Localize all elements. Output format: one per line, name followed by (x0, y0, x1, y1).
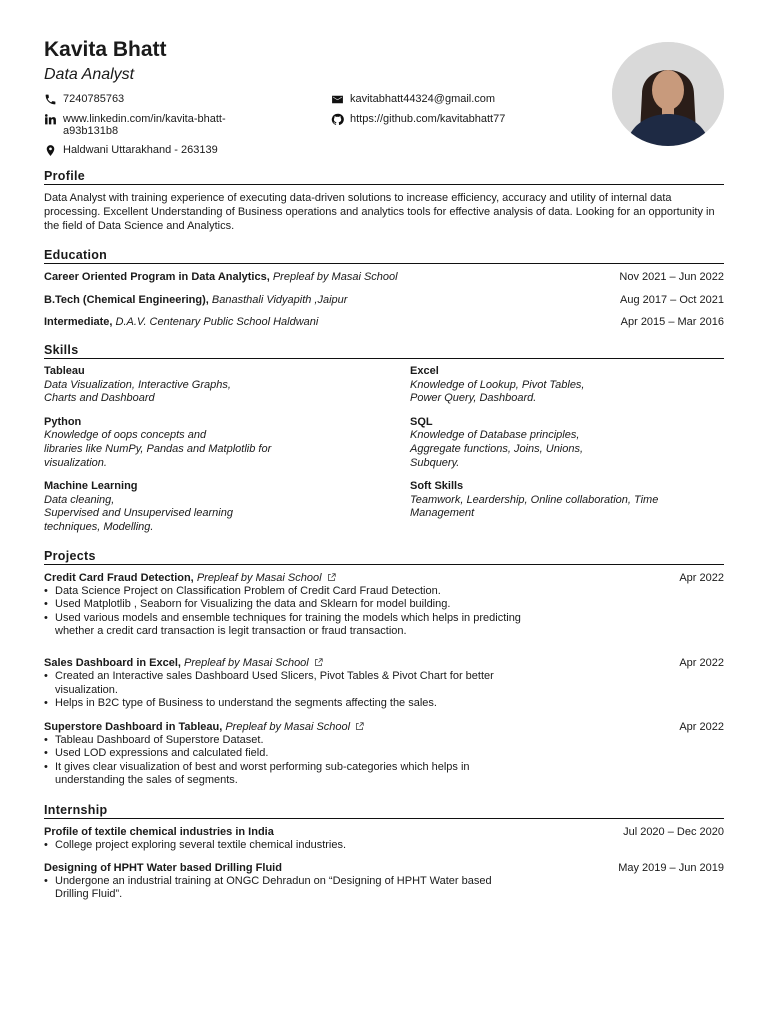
list-item: • It gives clear visualization of best and worst performing sub-categories which helps in understanding the sales of segments. (44, 761, 528, 788)
project-header (44, 656, 724, 670)
github-url[interactable]: https://github.com/kavitabhatt77 (350, 113, 506, 125)
internship-dates: Jul 2020 – Dec 2020 (623, 826, 724, 839)
resume-page (44, 36, 724, 902)
project-entry (44, 571, 724, 639)
internship-bullets (44, 839, 528, 853)
project-date: Apr 2022 (679, 656, 724, 669)
skill-item (44, 480, 410, 534)
list-item: • Created an Interactive sales Dashboard Used Slicers, Pivot Tables & Pivot Chart for better visualization. (44, 670, 528, 697)
linkedin-icon (44, 113, 57, 126)
external-link-icon[interactable] (355, 722, 364, 731)
section-heading-internship: Internship (44, 803, 724, 819)
linkedin-url-line-1: www.linkedin.com/in/kavita-bhatt- (63, 113, 226, 125)
education-institution: Banasthali Vidyapith ,Jaipur (211, 293, 348, 306)
education-institution: D.A.V. Centenary Public School Haldwani (115, 316, 319, 328)
internship-entry (44, 861, 724, 902)
map-pin-icon (44, 144, 57, 157)
project-date: Apr 2022 (679, 571, 724, 584)
education-entry (44, 315, 724, 329)
internship-entry (44, 825, 724, 853)
linkedin-url[interactable] (63, 113, 226, 137)
skill-title: Machine Learning (44, 480, 138, 493)
skill-title: Soft Skills (410, 480, 464, 493)
skill-description: Data cleaning, Supervised and Unsupervised learning techniques, Modelling. (44, 493, 233, 533)
project-entry (44, 656, 724, 711)
internship-section (44, 803, 724, 902)
internship-header (44, 861, 724, 875)
education-title: Intermediate, (44, 316, 113, 328)
education-section (44, 248, 724, 329)
section-heading-education: Education (44, 248, 724, 264)
skill-item (44, 365, 410, 406)
external-link-icon[interactable] (327, 573, 336, 582)
phone-icon (44, 93, 57, 106)
skill-description: Data Visualization, Interactive Graphs, Charts and Dashboard (44, 378, 231, 405)
project-header (44, 720, 724, 734)
list-item: • Data Science Project on Classification Problem of Credit Card Fraud Detection. (44, 585, 528, 599)
education-entry (44, 293, 724, 307)
envelope-icon (331, 93, 344, 106)
project-institution: Prepleaf by Masai School (225, 720, 351, 733)
contact-email (331, 93, 611, 106)
project-date: Apr 2022 (679, 720, 724, 733)
list-item: • Helps in B2C type of Business to understand the segments affecting the sales. (44, 697, 528, 711)
skill-title: Tableau (44, 365, 85, 377)
education-dates: Apr 2015 – Mar 2016 (620, 316, 724, 328)
phone-number[interactable]: 7240785763 (63, 93, 125, 105)
internship-title: Designing of HPHT Water based Drilling Fluid (44, 861, 282, 874)
education-dates: Nov 2021 – Jun 2022 (619, 271, 724, 283)
contact-phone (44, 93, 331, 106)
internship-header (44, 825, 724, 839)
list-item: • College project exploring several textile chemical industries. (44, 839, 528, 853)
email-address[interactable]: kavitabhatt44324@gmail.com (350, 93, 496, 105)
skill-item (410, 480, 724, 534)
project-header (44, 571, 724, 585)
internship-bullets (44, 875, 528, 902)
project-title: Superstore Dashboard in Tableau, (44, 720, 223, 733)
candidate-name: Kavita Bhatt (44, 38, 167, 61)
section-heading-profile: Profile (44, 169, 724, 185)
skill-item (410, 365, 724, 406)
project-entry (44, 720, 724, 788)
project-title: Credit Card Fraud Detection, (44, 571, 194, 584)
internship-dates: May 2019 – Jun 2019 (618, 861, 724, 874)
list-item: • Used Matplotlib , Seaborn for Visualizing the data and Sklearn for model building. (44, 598, 528, 612)
education-institution: Prepleaf by Masai School (272, 271, 398, 283)
contact-github (331, 113, 611, 137)
list-item: • Used various models and ensemble techniques for training the models which helps in predicting whether a credit card transaction is legit transaction or fraud transaction. (44, 612, 528, 639)
contact-linkedin (44, 113, 331, 137)
skills-section (44, 343, 724, 535)
skill-title: Excel (410, 365, 439, 377)
project-institution: Prepleaf by Masai School (184, 656, 309, 669)
skill-item (410, 416, 724, 470)
education-title: Career Oriented Program in Data Analytics, (44, 271, 270, 283)
project-bullets (44, 670, 528, 711)
education-title: B.Tech (Chemical Engineering), (44, 293, 209, 306)
project-institution: Prepleaf by Masai School (196, 571, 322, 584)
project-bullets (44, 585, 528, 639)
list-item: • Used LOD expressions and calculated field. (44, 747, 528, 761)
projects-section (44, 549, 724, 789)
location-text: Haldwani Uttarakhand - 263139 (63, 144, 218, 156)
profile-section (44, 169, 724, 233)
skill-description: Knowledge of Lookup, Pivot Tables, Power Query, Dashboard. (410, 378, 585, 405)
skill-title: SQL (410, 415, 433, 428)
list-item: • Undergone an industrial training at ONGC Dehradun on “Designing of HPHT Water based Drilling Fluid”. (44, 875, 528, 902)
skills-grid (44, 365, 724, 535)
skill-title: Python (44, 415, 82, 428)
skill-item (44, 416, 410, 470)
contact-location (44, 144, 331, 157)
list-item: • Tableau Dashboard of Superstore Dataset. (44, 734, 528, 748)
project-bullets (44, 734, 528, 788)
section-heading-skills: Skills (44, 343, 724, 359)
skill-description: Knowledge of Database principles, Aggregate functions, Joins, Unions, Subquery. (410, 429, 584, 469)
contact-info (44, 93, 724, 157)
skill-description: Teamwork, Leardership, Online collaboration, Time Management (410, 493, 659, 520)
section-heading-projects: Projects (44, 549, 724, 565)
project-title: Sales Dashboard in Excel, (44, 656, 181, 669)
education-dates: Aug 2017 – Oct 2021 (620, 293, 724, 306)
internship-title: Profile of textile chemical industries in India (44, 826, 274, 839)
external-link-icon[interactable] (314, 658, 323, 667)
candidate-role: Data Analyst (44, 66, 135, 83)
education-entry (44, 270, 724, 284)
github-icon (331, 113, 344, 126)
skill-description: Knowledge of oops concepts and libraries like NumPy, Pandas and Matplotlib for visualization. (44, 429, 272, 469)
linkedin-url-line-2: a93b131b8 (63, 125, 119, 137)
profile-summary: Data Analyst with training experience of executing data-driven solutions to increase efficiency, accuracy and utility of internal data processing. Excellent Understanding of Business operations and analytics tools for effective analysis of data. Looking for an opportunity in the field of Data Science and Analytics. (44, 192, 715, 232)
